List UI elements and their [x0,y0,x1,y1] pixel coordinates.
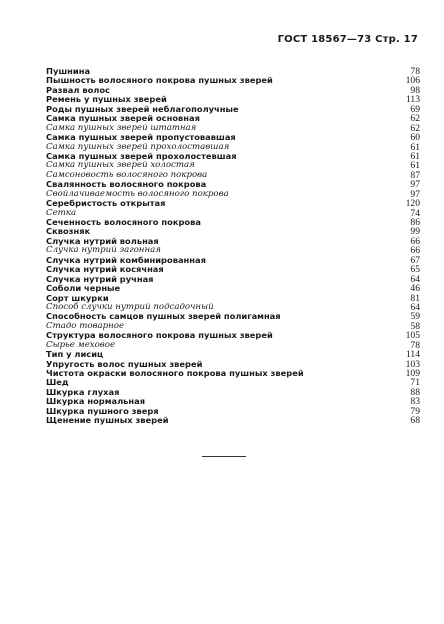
index-page-number: 86 [410,217,420,228]
index-page-number: 97 [410,179,420,191]
index-page-number: 83 [410,396,420,408]
index-page-number: 99 [410,226,420,238]
index-page-number: 46 [410,283,420,295]
index-page-number: 60 [410,132,420,144]
index-page-number: 79 [410,405,420,417]
index-term: Шкурка нормальная [46,396,146,407]
index-page-number: 98 [410,84,420,96]
index-page-number: 71 [410,377,420,389]
index-term: Сетка [46,207,77,218]
index-entry [46,369,420,378]
index-page-number: 78 [410,339,420,351]
index-term: Сорт шкурки [46,292,109,303]
index-page-number: 65 [410,264,420,276]
index-page-number: 105 [405,330,420,342]
index-term: Случка нутрий комбинированная [46,254,206,265]
index-page-number: 61 [410,160,420,172]
index-page-number: 59 [410,311,420,323]
index-term: Ремень у пушных зверей [46,94,167,105]
index-page-number: 97 [410,188,420,200]
index-term: Самсоновость волосяного покрова [46,169,208,180]
index-page-number: 64 [410,301,420,313]
index-term: Пышность волосяного покрова пушных зверей [46,75,273,86]
index-term: Сырье меховое [46,339,116,350]
index-page-number: 61 [410,141,420,153]
index-page-number: 103 [405,358,420,370]
index-term: Шед [46,377,69,388]
index-term: Сеченность волосяного покрова [46,217,201,227]
index-page-number: 58 [410,320,420,332]
index-term: Шкурка пушного зверя [46,405,159,416]
index-term: Стадо товарное [46,320,125,331]
index-term: Развал волос [46,84,110,95]
index-page-number: 66 [410,245,420,257]
index-term: Случка нутрий вольная [46,235,159,246]
index-term: Свойлачиваемость волосяного покрова [46,188,229,199]
index-page-number: 68 [410,415,420,427]
index-term: Сквозняк [46,226,91,237]
index-term: Самка пушных зверей пропустовавшая [46,132,236,143]
index-term: Щенение пушных зверей [46,415,169,426]
index-term: Случка нутрий косячная [46,264,164,275]
index-page-number: 64 [410,273,420,285]
index-page-number: 62 [410,113,420,125]
index-term: Роды пушных зверей неблагополучные [46,103,239,114]
index-page-number: 120 [405,198,420,210]
index-page-number: 81 [410,292,420,304]
index-entry [46,416,420,425]
index-term: Самка пушных зверей холостая [46,160,195,171]
index-page-number: 74 [410,207,420,219]
index-term: Самка пушных зверей штатная [46,122,197,133]
index-page-number: 88 [410,386,420,398]
index-page-number: 106 [405,75,420,87]
index-term: Упругость волос пушных зверей [46,358,203,369]
index-entry [46,218,420,227]
index-entry [46,199,420,208]
index-term: Способ случки нутрий подсадочный [46,301,214,312]
subject-index [46,67,420,426]
index-page-number: 61 [410,150,420,162]
index-page-number: 62 [410,122,420,134]
index-term: Шкурка глухая [46,386,120,397]
index-term: Структура волосяного покрова пушных зверей [46,330,273,341]
index-term: Свалянность волосяного покрова [46,179,207,190]
index-page-number: 67 [410,254,420,266]
index-term: Самка пушных зверей основная [46,113,200,124]
index-page-number: 66 [410,235,420,247]
index-term: Случка нутрий ручная [46,273,154,284]
index-page-number: 109 [405,368,420,379]
index-page-number: 113 [405,94,420,106]
index-term: Тип у лисиц [46,349,104,360]
index-page-number: 78 [410,66,420,77]
index-term: Способность самцов пушных зверей полигамная [46,311,281,322]
index-term: Пушнина [46,66,91,76]
page-header: ГОСТ 18567—73 Стр. 17 [277,34,418,45]
index-term: Чистота окраски волосяного покрова пушных зверей [46,368,304,378]
index-term: Случка нутрий загонная [46,245,161,256]
index-term: Самка пушных зверей прохолостевшая [46,150,237,161]
index-page-number: 114 [405,349,420,361]
index-term: Самка пушных зверей прохолоставшая [46,141,230,152]
end-rule [202,456,246,457]
index-page-number: 87 [410,169,420,181]
index-page-number: 69 [410,103,420,115]
index-term: Соболи черные [46,283,121,294]
index-term: Серебристость открытая [46,198,166,209]
